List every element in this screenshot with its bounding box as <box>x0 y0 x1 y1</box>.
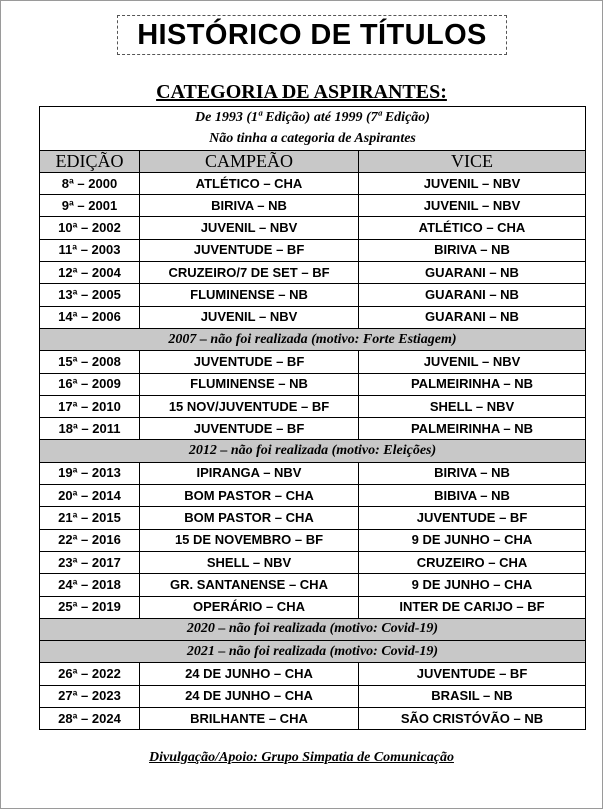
runner-up-cell: SHELL – NBV <box>359 395 586 417</box>
edition-cell: 20ª – 2014 <box>40 485 140 507</box>
champion-cell: JUVENTUDE – BF <box>140 351 359 373</box>
champion-cell: FLUMINENSE – NB <box>140 373 359 395</box>
table-row <box>40 529 586 551</box>
edition-cell: 10ª – 2002 <box>40 217 140 239</box>
runner-up-cell: JUVENTUDE – BF <box>359 663 586 685</box>
table-row <box>40 195 586 217</box>
champion-cell: SHELL – NBV <box>140 551 359 573</box>
runner-up-cell: BIBIVA – NB <box>359 485 586 507</box>
table-row <box>40 395 586 417</box>
table-row <box>40 418 586 440</box>
champion-cell: CRUZEIRO/7 DE SET – BF <box>140 262 359 284</box>
champion-cell: BIRIVA – NB <box>140 195 359 217</box>
runner-up-cell: 9 DE JUNHO – CHA <box>359 529 586 551</box>
table-row <box>40 462 586 484</box>
runner-up-cell: JUVENIL – NBV <box>359 351 586 373</box>
runner-up-cell: BRASIL – NB <box>359 685 586 707</box>
table-row <box>40 239 586 261</box>
champion-cell: BRILHANTE – CHA <box>140 708 359 730</box>
footer-credit: Divulgação/Apoio: Grupo Simpatia de Comunicação <box>149 750 454 765</box>
edition-cell: 13ª – 2005 <box>40 284 140 306</box>
titles-table <box>39 106 586 730</box>
note-row <box>40 328 586 350</box>
page-title: HISTÓRICO DE TÍTULOS <box>117 15 507 55</box>
note-row <box>40 641 586 663</box>
edition-cell: 24ª – 2018 <box>40 574 140 596</box>
edition-cell: 23ª – 2017 <box>40 551 140 573</box>
champion-cell: JUVENIL – NBV <box>140 217 359 239</box>
table-row <box>40 596 586 618</box>
champion-cell: 24 DE JUNHO – CHA <box>140 663 359 685</box>
champion-cell: JUVENIL – NBV <box>140 306 359 328</box>
table-row <box>40 551 586 573</box>
edition-cell: 18ª – 2011 <box>40 418 140 440</box>
runner-up-cell: GUARANI – NB <box>359 306 586 328</box>
intro-row <box>40 107 586 129</box>
table-row <box>40 217 586 239</box>
category-subtitle: CATEGORIA DE ASPIRANTES: <box>156 81 447 103</box>
champion-cell: ATLÉTICO – CHA <box>140 172 359 194</box>
edition-cell: 9ª – 2001 <box>40 195 140 217</box>
champion-cell: 15 DE NOVEMBRO – BF <box>140 529 359 551</box>
table-row <box>40 373 586 395</box>
table-row <box>40 574 586 596</box>
edition-cell: 14ª – 2006 <box>40 306 140 328</box>
runner-up-cell: BIRIVA – NB <box>359 462 586 484</box>
champion-cell: GR. SANTANENSE – CHA <box>140 574 359 596</box>
champion-cell: FLUMINENSE – NB <box>140 284 359 306</box>
runner-up-cell: GUARANI – NB <box>359 262 586 284</box>
note-text: 2012 – não foi realizada (motivo: Eleições) <box>40 440 586 462</box>
edition-cell: 12ª – 2004 <box>40 262 140 284</box>
table-row <box>40 485 586 507</box>
champion-cell: IPIRANGA – NBV <box>140 462 359 484</box>
edition-cell: 21ª – 2015 <box>40 507 140 529</box>
header-champion: CAMPEÃO <box>140 150 359 172</box>
edition-cell: 15ª – 2008 <box>40 351 140 373</box>
header-runner-up: VICE <box>359 150 586 172</box>
champion-cell: BOM PASTOR – CHA <box>140 485 359 507</box>
table-row <box>40 172 586 194</box>
edition-cell: 27ª – 2023 <box>40 685 140 707</box>
edition-cell: 17ª – 2010 <box>40 395 140 417</box>
runner-up-cell: JUVENIL – NBV <box>359 172 586 194</box>
note-text: 2021 – não foi realizada (motivo: Covid-19) <box>40 641 586 663</box>
champion-cell: JUVENTUDE – BF <box>140 239 359 261</box>
runner-up-cell: JUVENTUDE – BF <box>359 507 586 529</box>
champion-cell: OPERÁRIO – CHA <box>140 596 359 618</box>
table-row <box>40 284 586 306</box>
champion-cell: JUVENTUDE – BF <box>140 418 359 440</box>
champion-cell: 24 DE JUNHO – CHA <box>140 685 359 707</box>
table-row <box>40 306 586 328</box>
edition-cell: 28ª – 2024 <box>40 708 140 730</box>
edition-cell: 8ª – 2000 <box>40 172 140 194</box>
note-text: 2020 – não foi realizada (motivo: Covid-19) <box>40 618 586 640</box>
header-row <box>40 150 586 172</box>
table-row <box>40 663 586 685</box>
table-row <box>40 507 586 529</box>
note-text: 2007 – não foi realizada (motivo: Forte Estiagem) <box>40 328 586 350</box>
champion-cell: 15 NOV/JUVENTUDE – BF <box>140 395 359 417</box>
runner-up-cell: CRUZEIRO – CHA <box>359 551 586 573</box>
edition-cell: 25ª – 2019 <box>40 596 140 618</box>
intro-line-2: Não tinha a categoria de Aspirantes <box>40 128 586 150</box>
table-row <box>40 351 586 373</box>
runner-up-cell: 9 DE JUNHO – CHA <box>359 574 586 596</box>
runner-up-cell: INTER DE CARIJO – BF <box>359 596 586 618</box>
runner-up-cell: GUARANI – NB <box>359 284 586 306</box>
edition-cell: 26ª – 2022 <box>40 663 140 685</box>
edition-cell: 22ª – 2016 <box>40 529 140 551</box>
note-row <box>40 440 586 462</box>
edition-cell: 16ª – 2009 <box>40 373 140 395</box>
runner-up-cell: PALMEIRINHA – NB <box>359 373 586 395</box>
table-row <box>40 685 586 707</box>
intro-line-1: De 1993 (1ª Edição) até 1999 (7ª Edição) <box>40 107 586 129</box>
intro-row <box>40 128 586 150</box>
table-row <box>40 262 586 284</box>
header-edition: EDIÇÃO <box>40 150 140 172</box>
edition-cell: 11ª – 2003 <box>40 239 140 261</box>
table-row <box>40 708 586 730</box>
note-row <box>40 618 586 640</box>
runner-up-cell: SÃO CRISTÓVÃO – NB <box>359 708 586 730</box>
runner-up-cell: BIRIVA – NB <box>359 239 586 261</box>
runner-up-cell: PALMEIRINHA – NB <box>359 418 586 440</box>
runner-up-cell: JUVENIL – NBV <box>359 195 586 217</box>
runner-up-cell: ATLÉTICO – CHA <box>359 217 586 239</box>
edition-cell: 19ª – 2013 <box>40 462 140 484</box>
champion-cell: BOM PASTOR – CHA <box>140 507 359 529</box>
